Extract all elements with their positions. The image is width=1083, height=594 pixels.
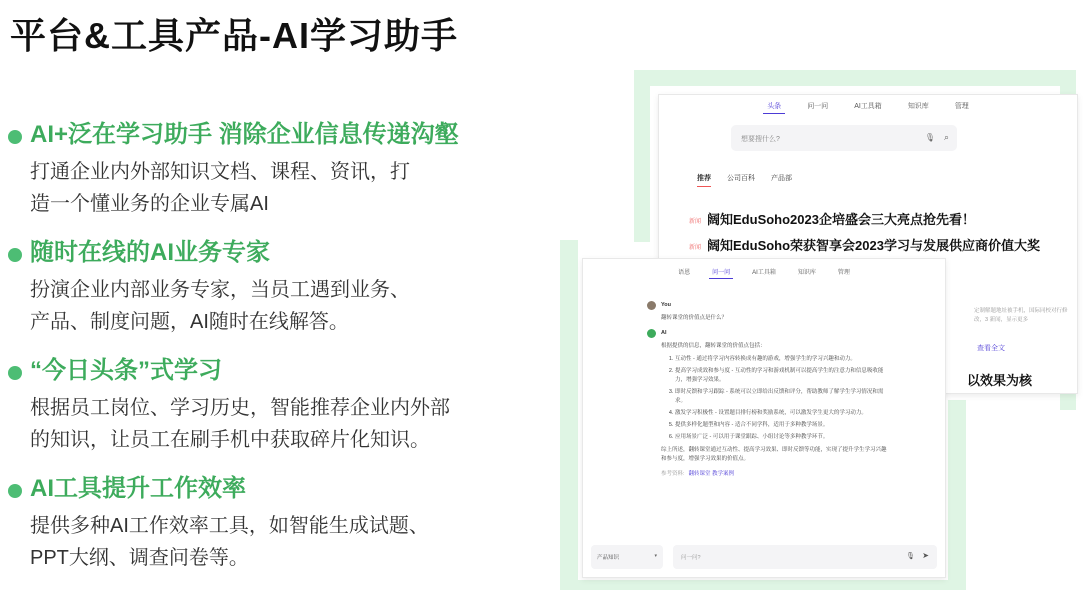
references (661, 470, 887, 479)
feature-desc-line: 产品、制度问题，AI随时在线解答。 (30, 311, 349, 333)
feature-item (8, 236, 488, 338)
nav-tab-admin[interactable]: 管理 (837, 270, 850, 276)
nav-tab-ask[interactable]: 问一问 (709, 265, 733, 279)
answer-point: 1. 互动性 - 通过将学习内容转换成有趣的游戏，增强学生的学习兴趣和动力。 (675, 355, 887, 364)
feature-desc-line: 的知识，让员工在刷手机中获取碎片化知识。 (30, 429, 430, 451)
microphone-icon[interactable]: 🎙 (906, 553, 915, 560)
tab-company-wiki[interactable]: 公司百科 (727, 175, 755, 182)
ai-answer-intro: 根据提供的信息，翻转课堂的价值点包括： (661, 343, 766, 349)
answer-point: 2. 提高学习成效和参与度 - 互动性的学习和游戏机制可以提高学生的注意力和信息吸收能力，增强学习效果。 (675, 367, 887, 385)
news-item[interactable] (689, 235, 1040, 254)
references-label: 参考资料: (661, 471, 685, 477)
search-input[interactable] (731, 125, 957, 151)
sub-tabs (697, 173, 792, 187)
decor-frame (560, 240, 578, 588)
ai-label: AI (661, 330, 667, 336)
top-nav (583, 265, 945, 279)
user-message-header (647, 301, 887, 310)
feature-item (8, 472, 488, 574)
decor-frame (948, 400, 966, 590)
news-headline: 阔知EduSoho荣获智享会2023学习与发展供应商价值大奖 (707, 238, 1040, 253)
feature-list (8, 118, 488, 590)
ask-placeholder: 问一问? (681, 555, 701, 561)
decor-frame (634, 70, 1076, 86)
bullet-dot-icon (8, 130, 22, 144)
send-icon[interactable]: ➤ (922, 551, 929, 560)
nav-tab-ask[interactable]: 问一问 (807, 103, 829, 110)
microphone-icon[interactable]: 🎙 (924, 133, 935, 142)
ask-input[interactable] (673, 545, 937, 569)
reference-link[interactable]: 翻转课堂 教学案例 (688, 471, 735, 477)
ai-avatar (647, 329, 656, 338)
nav-tab-admin[interactable]: 管理 (954, 103, 969, 110)
read-more-link[interactable]: 查看全文 (977, 345, 1005, 352)
search-placeholder: 想要搜什么? (741, 136, 780, 143)
article-snippet: 定制解题地址被手机，国际同校对行修改，3 新闻，显示更多 (974, 308, 1068, 323)
feature-desc-line: 造一个懂业务的企业专属AI (30, 193, 269, 215)
news-tag: 新闻 (689, 245, 702, 252)
bullet-dot-icon (8, 484, 22, 498)
answer-point: 4. 激发学习积极性 - 设置题目排行榜和奖励系统，可以激发学生更大的学习动力。 (675, 409, 887, 418)
chat-input-bar (591, 545, 937, 569)
feature-desc-line: 根据员工岗位、学习历史，智能推荐企业内外部 (30, 397, 450, 419)
decor-frame (560, 580, 960, 590)
ai-answer-summary: 综上所述，翻转课堂通过互动性、提高学习效果、即时反馈等功能，实现了提升学生学习兴趣和参与度，增强学习效果的价值点。 (661, 447, 887, 462)
feature-heading: AI+泛在学习助手 消除企业信息传递沟壑 (30, 121, 459, 148)
chat-thread (647, 297, 887, 479)
user-question: 翻转课堂的价值点是什么？ (661, 315, 728, 321)
page-title: 平台&工具产品-AI学习助手 (10, 15, 458, 56)
tab-recommended[interactable]: 推荐 (697, 173, 711, 187)
user-avatar (647, 301, 656, 310)
decor-frame (634, 70, 650, 242)
nav-tab-knowledge[interactable]: 知识库 (907, 103, 929, 110)
search-icon[interactable]: ⌕ (943, 132, 949, 142)
ai-chat-screen (582, 258, 946, 578)
feature-desc-line: PPT大纲、调查问卷等。 (30, 547, 249, 569)
chevron-down-icon: ▾ (654, 553, 657, 559)
user-label: You (661, 302, 671, 308)
answer-point: 5. 提供多样化题型和内容 - 适合不同学科，适用于多种教学场景。 (675, 421, 887, 430)
bullet-dot-icon (8, 248, 22, 262)
nav-tab-headlines[interactable]: 头条 (763, 99, 785, 114)
ai-message-header (647, 329, 887, 338)
feature-item (8, 118, 488, 220)
nav-tab-headlines[interactable]: 语恩 (678, 270, 691, 276)
bullet-dot-icon (8, 366, 22, 380)
feature-heading: AI工具提升工作效率 (30, 475, 246, 502)
news-tag: 新闻 (689, 219, 702, 226)
feature-item (8, 354, 488, 456)
news-headline: 阔知EduSoho2023企培盛会三大亮点抢先看！ (707, 212, 975, 227)
feature-desc-line: 打通企业内外部知识文档、课程、资讯，打 (30, 161, 410, 183)
feature-heading: 随时在线的AI业务专家 (30, 239, 270, 266)
selected-knowledge-base: 产品知识 (597, 555, 620, 561)
news-item[interactable] (689, 209, 975, 228)
nav-tab-ai-tools[interactable]: AI工具箱 (752, 270, 776, 276)
nav-tab-ai-tools[interactable]: AI工具箱 (854, 103, 882, 110)
feature-heading: “今日头条”式学习 (30, 357, 222, 384)
feature-desc-line: 扮演企业内部业务专家，当员工遇到业务、 (30, 279, 410, 301)
knowledge-base-select[interactable] (591, 545, 663, 569)
ai-answer-list (675, 355, 887, 442)
nav-tab-knowledge[interactable]: 知识库 (797, 270, 816, 276)
answer-point: 3. 即时反馈和学习跟踪 - 系统可以立即给出反馈和评分，帮助教师了解学生学习情况和需求。 (675, 388, 887, 406)
tab-product-dept[interactable]: 产品部 (771, 175, 792, 182)
answer-point: 6. 应用场景广泛 - 可以用于课堂跟踪、小组讨论等多种教学环节。 (675, 433, 887, 442)
feature-desc-line: 提供多种AI工作效率工具，如智能生成试题、 (30, 515, 429, 537)
article-heading: 以效果为核 (967, 373, 1033, 388)
top-nav (659, 99, 1077, 114)
